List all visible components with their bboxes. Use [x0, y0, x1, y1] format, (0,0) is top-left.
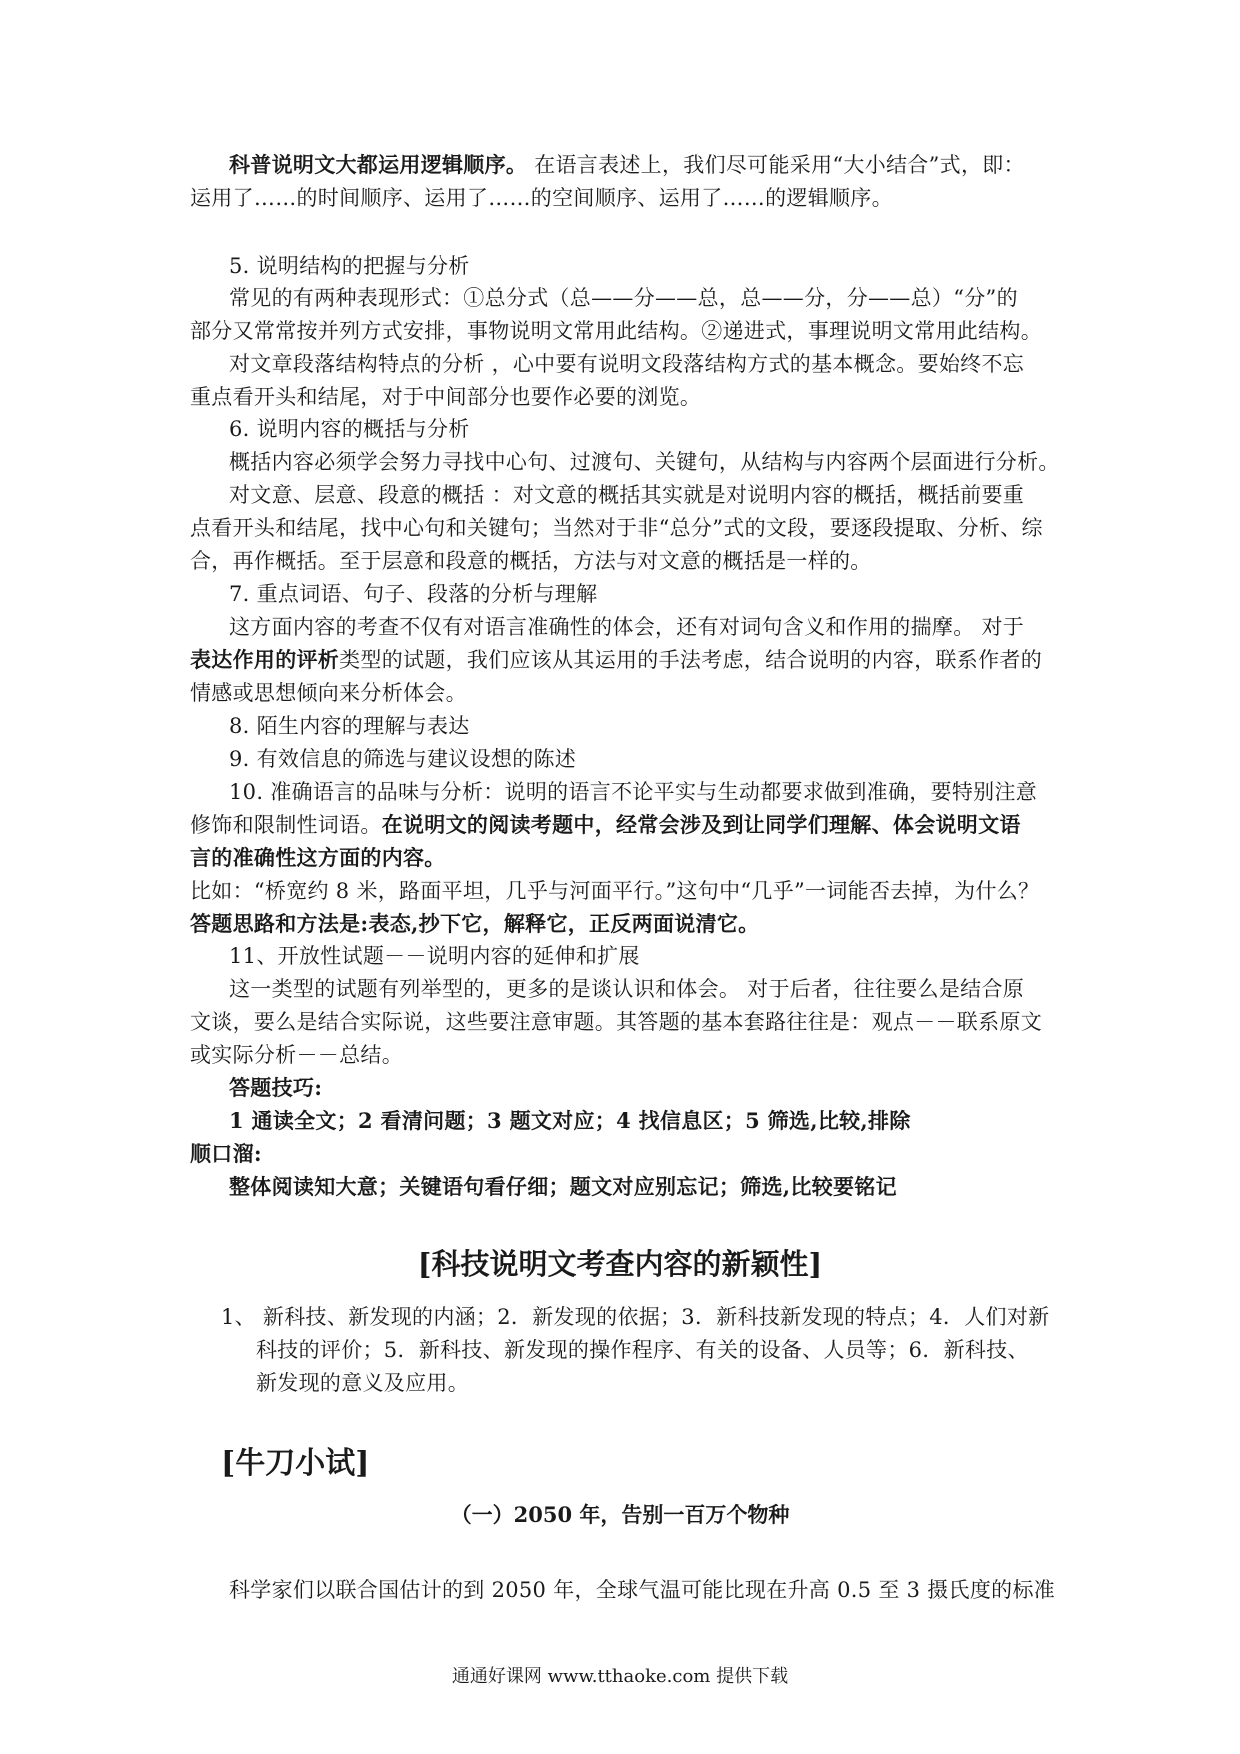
section-5-heading: 5. 说明结构的把握与分析: [229, 254, 470, 278]
section-7-heading: 7. 重点词语、句子、段落的分析与理解: [229, 582, 598, 606]
intro-bold: 科普说明文大都运用逻辑顺序。: [229, 152, 528, 177]
section-5-p2-line-1: 对文章段落结构特点的分析 ，心中要有说明文段落结构方式的基本概念。要始终不忘: [229, 352, 1025, 376]
section-6-p2-line-2: 点看开头和结尾，找中心句和关键句；当然对于非“总分”式的文段，要逐段提取、分析、综: [190, 516, 1043, 540]
section-11-p1-line-3: 或实际分析－－总结。: [190, 1043, 403, 1067]
section-7-p1-line-2: [190, 645, 1042, 675]
section-11-heading: 11、开放性试题－－说明内容的延伸和扩展: [229, 944, 640, 968]
section-8-heading: 8. 陌生内容的理解与表达: [229, 714, 470, 738]
section-7-p1-line-1: 这方面内容的考查不仅有对语言准确性的体会，还有对词句含义和作用的揣摩。 对于: [229, 615, 1025, 639]
section-10-line-3: 言的准确性这方面的内容。: [190, 845, 446, 870]
section-5-p1-line-2: 部分又常常按并列方式安排，事物说明文常用此结构。②递进式，事理说明文常用此结构。: [190, 319, 1042, 343]
novelty-line-3: 新发现的意义及应用。: [256, 1371, 469, 1395]
novelty-line-1: 1、 新科技、新发现的内涵；2．新发现的依据；3．新科技新发现的特点；4．人们对新: [221, 1305, 1050, 1329]
footer: 通通好课网 www.tthaoke.com 提供下载: [451, 1666, 789, 1687]
tips-label: 答题技巧:: [229, 1075, 323, 1100]
section-10-plain: 修饰和限制性词语。: [190, 813, 382, 837]
section-11-p1-line-1: 这一类型的试题有列举型的，更多的是谈认识和体会。 对于后者，往往要么是结合原: [229, 977, 1025, 1001]
rhyme-label: 顺口溜:: [190, 1141, 262, 1166]
intro-rest: 在语言表述上，我们尽可能采用“大小结合”式，即：: [527, 153, 1025, 177]
intro-line-1: [229, 150, 1025, 180]
section-11-p1-line-2: 文谈，要么是结合实际说，这些要注意审题。其答题的基本套路往往是：观点－－联系原文: [190, 1010, 1042, 1034]
section-5-p2-line-2: 重点看开头和结尾，对于中间部分也要作必要的浏览。: [190, 385, 702, 409]
novelty-line-2: 科技的评价；5．新科技、新发现的操作程序、有关的设备、人员等；6．新科技、: [256, 1338, 1029, 1362]
section-10-bold: 在说明文的阅读考题中，经常会涉及到让同学们理解、体会说明文语: [381, 812, 1021, 837]
intro-line-2: 运用了……的时间顺序、运用了……的空间顺序、运用了……的逻辑顺序。: [190, 186, 893, 210]
section-10-answer: 答题思路和方法是:表态,抄下它，解释它，正反两面说清它。: [190, 911, 760, 936]
passage-line-1: 科学家们以联合国估计的到 2050 年，全球气温可能比现在升高 0.5 至 3 摄氏度的标准: [229, 1578, 1056, 1602]
tips-steps: 1 通读全文；2 看清问题；3 题文对应；4 找信息区；5 筛选,比较,排除: [229, 1108, 911, 1133]
section-7-p1-line-3: 情感或思想倾向来分析体会。: [190, 681, 467, 705]
section-5-p1-line-1: 常见的有两种表现形式：①总分式（总——分——总，总——分，分——总）“分”的: [229, 286, 1018, 310]
section-6-p1: 概括内容必须学会努力寻找中心句、过渡句、关键句，从结构与内容两个层面进行分析。: [229, 450, 1060, 474]
section-7-rest: 类型的试题，我们应该从其运用的手法考虑，结合说明的内容，联系作者的: [339, 648, 1043, 672]
practice-title: [牛刀小试]: [221, 1446, 370, 1481]
section-title: [科技说明文考查内容的新颖性]: [417, 1247, 823, 1281]
section-10-example: 比如：“桥宽约 8 米，路面平坦，几乎与河面平行。”这句中“几乎”一词能否去掉，为什么？: [190, 879, 1040, 903]
section-10-line-1: 10. 准确语言的品味与分析：说明的语言不论平实与生动都要求做到准确，要特别注意: [229, 780, 1038, 804]
section-9-heading: 9. 有效信息的筛选与建议设想的陈述: [229, 747, 577, 771]
section-7-bold: 表达作用的评析: [190, 647, 340, 672]
rhyme-text: 整体阅读知大意；关键语句看仔细；题文对应别忘记；筛选,比较要铭记: [229, 1174, 897, 1199]
section-6-heading: 6. 说明内容的概括与分析: [229, 417, 470, 441]
section-6-p2-line-3: 合，再作概括。至于层意和段意的概括，方法与对文意的概括是一样的。: [190, 549, 872, 573]
section-10-line-2: [190, 810, 1021, 840]
section-6-p2-line-1: 对文意、层意、段意的概括 ：对文意的概括其实就是对说明内容的概括，概括前要重: [229, 483, 1025, 507]
passage-title: （一）2050 年，告别一百万个物种: [450, 1502, 790, 1527]
